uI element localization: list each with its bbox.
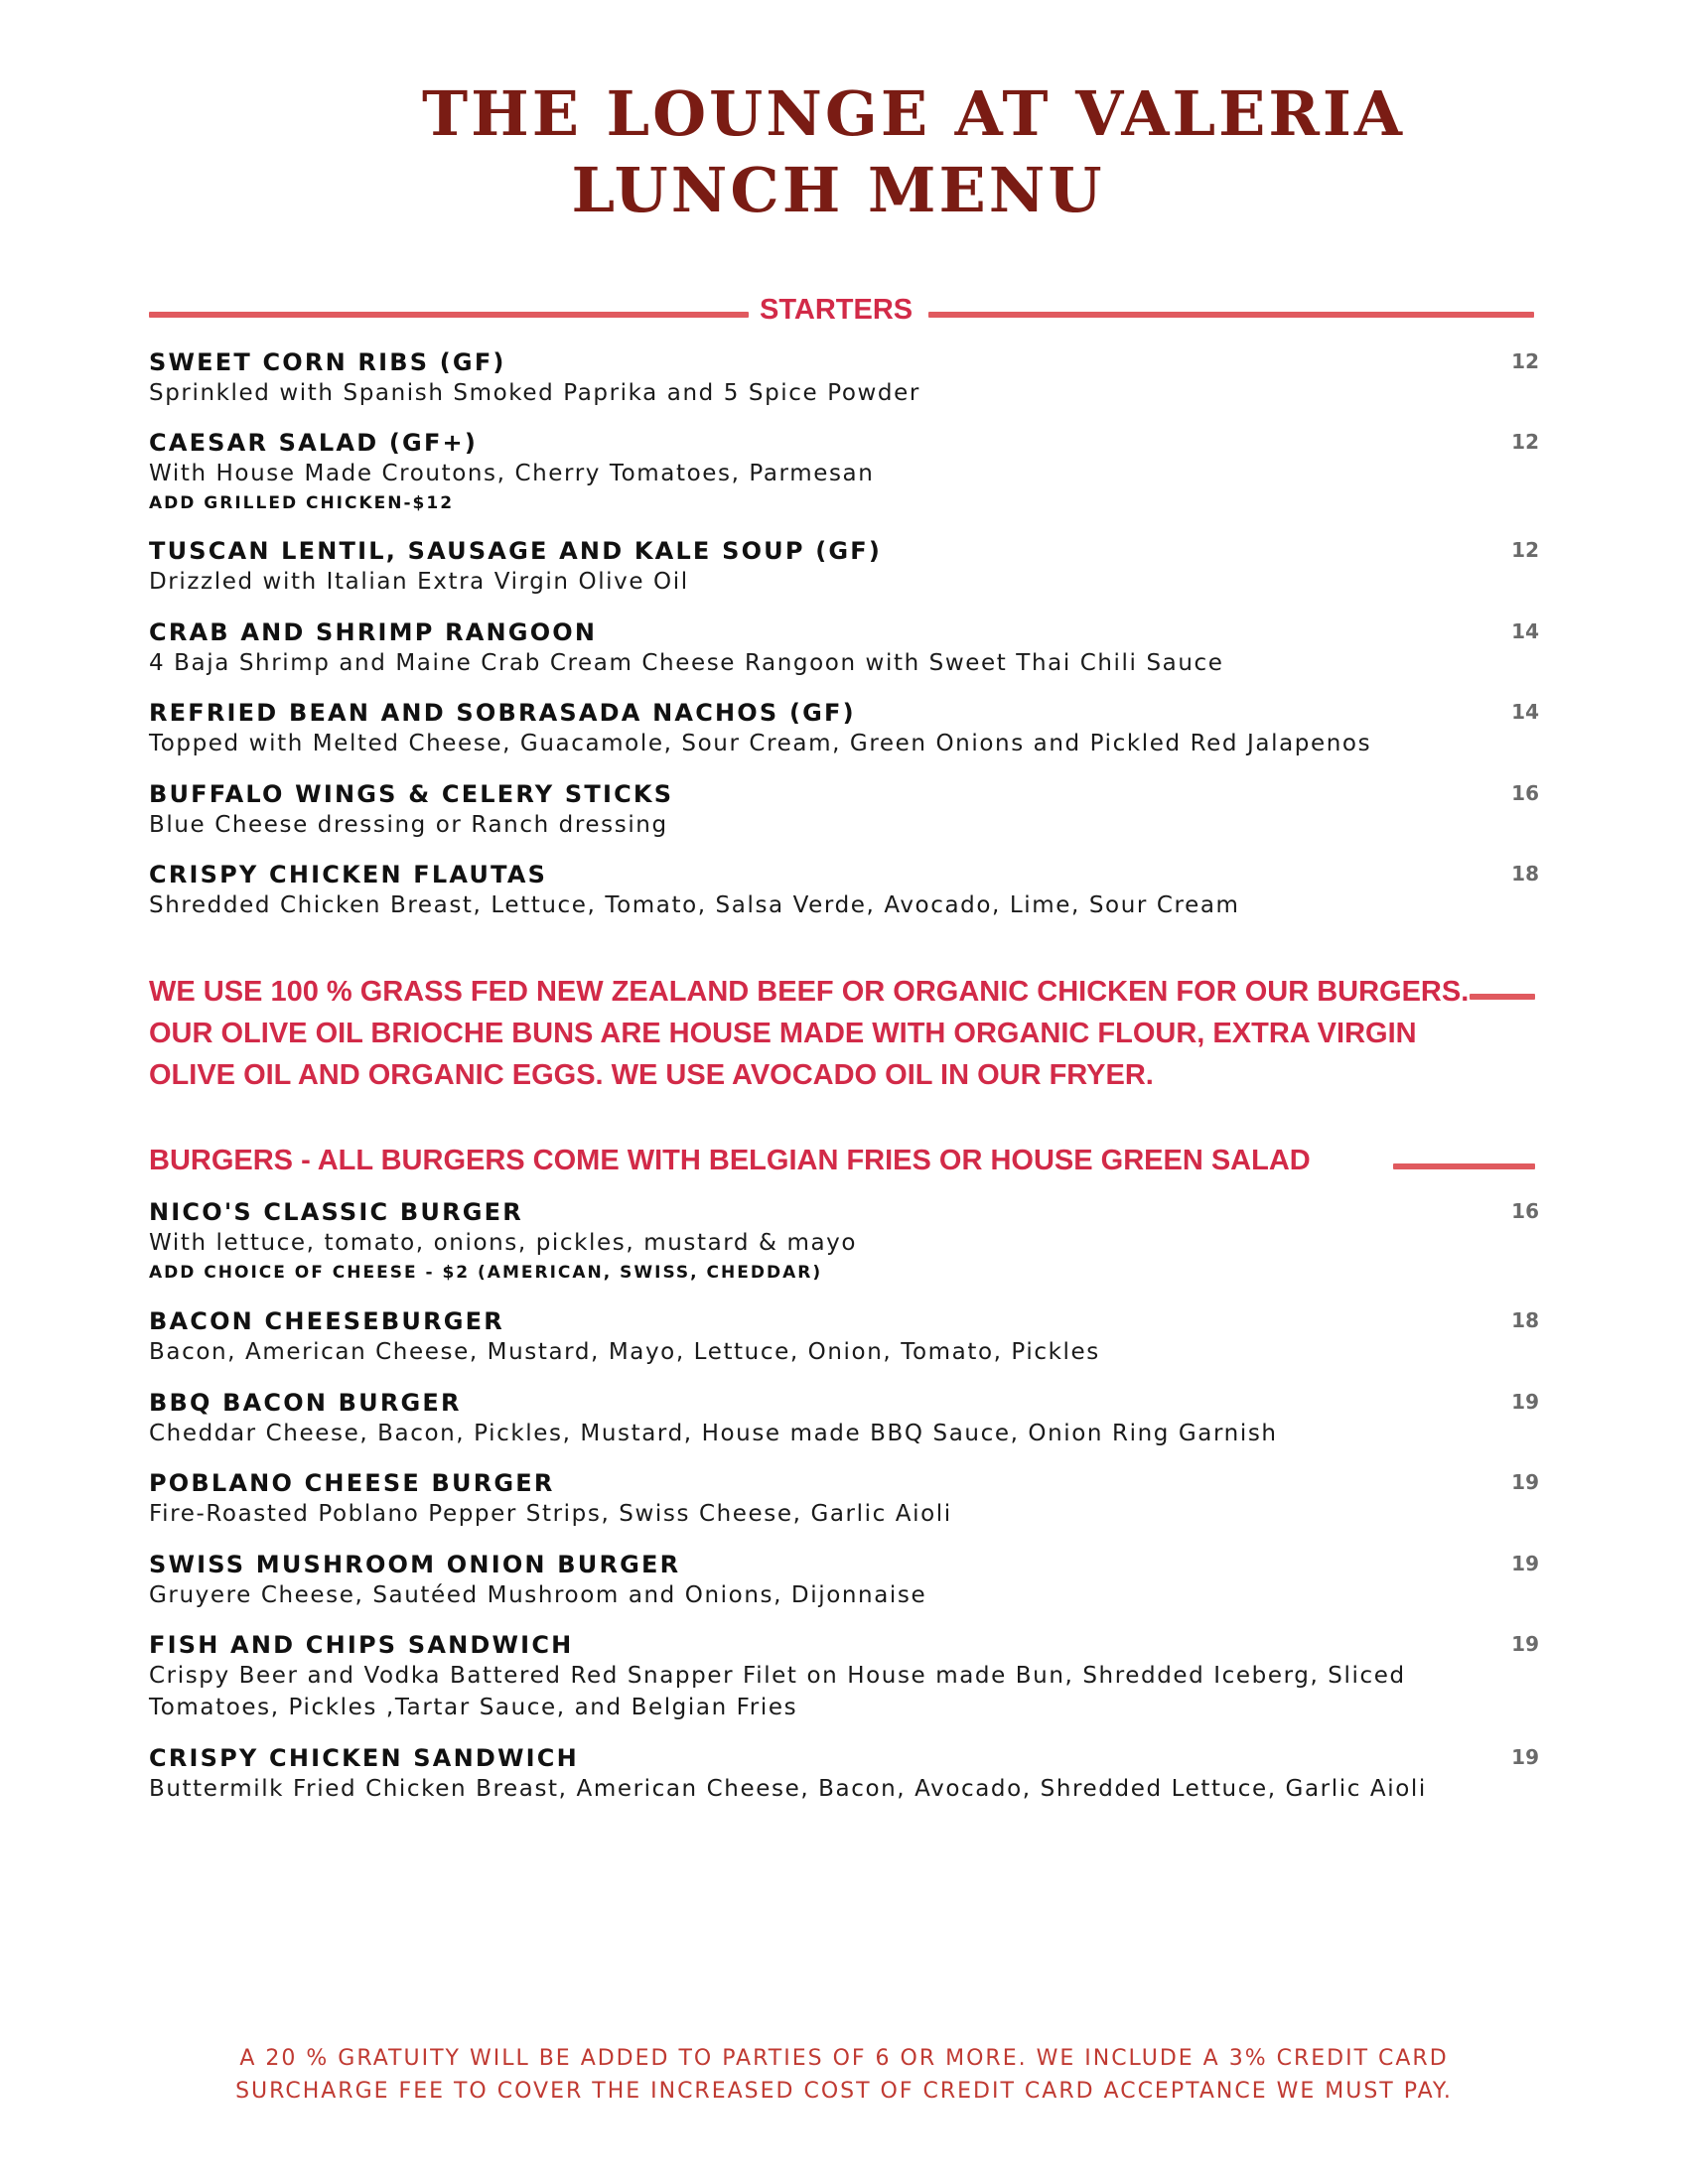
item-name: BBQ BACON BURGER (149, 1389, 462, 1417)
menu-item (149, 1306, 1539, 1368)
item-name: NICO'S CLASSIC BURGER (149, 1198, 523, 1226)
item-addon-note: ADD CHOICE OF CHEESE - $2 (AMERICAN, SWISS, CHEDDAR) (149, 1263, 823, 1283)
menu-item (149, 428, 1539, 517)
item-name: REFRIED BEAN AND SOBRASADA NACHOS (GF) (149, 699, 856, 727)
item-description: Crispy Beer and Vodka Battered Red Snapper Filet on House made Bun, Shredded Iceberg, Sliced Tomatoes, Pickles ,Tartar Sauce, and Belgian Fries (149, 1663, 1406, 1720)
menu-item (149, 779, 1539, 841)
sourcing-notice: WE USE 100 % GRASS FED NEW ZEALAND BEEF OR ORGANIC CHICKEN FOR OUR BURGERS. OUR OLIVE OIL BRIOCHE BUNS ARE HOUSE MADE WITH ORGANIC FLOUR, EXTRA VIRGIN OLIVE OIL AND ORGANIC EGGS. WE USE AVOCADO OIL IN OUR FRYER. (149, 976, 1470, 1091)
item-description: Buttermilk Fried Chicken Breast, American Cheese, Bacon, Avocado, Shredded Lettuce, Garlic Aioli (149, 1776, 1427, 1802)
item-price: 19 (1511, 1632, 1539, 1656)
section-heading-burgers: BURGERS - ALL BURGERS COME WITH BELGIAN FRIES OR HOUSE GREEN SALAD (149, 1145, 1311, 1176)
item-name: POBLANO CHEESE BURGER (149, 1469, 555, 1497)
item-price: 18 (1511, 862, 1539, 886)
item-price: 14 (1511, 619, 1539, 643)
menu-item (149, 1197, 1539, 1287)
item-addon-note: ADD GRILLED CHICKEN-$12 (149, 493, 455, 513)
section-rule-right (928, 312, 1534, 318)
item-price: 16 (1511, 1199, 1539, 1223)
menu-item (149, 1743, 1539, 1805)
item-name: CRISPY CHICKEN SANDWICH (149, 1744, 579, 1772)
item-description: Shredded Chicken Breast, Lettuce, Tomato, Salsa Verde, Avocado, Lime, Sour Cream (149, 892, 1240, 918)
footer-policy (0, 2042, 1688, 2108)
item-name: CRISPY CHICKEN FLAUTAS (149, 861, 548, 888)
restaurant-title: THE LOUNGE AT VALERIA (421, 77, 1405, 150)
footer-line: A 20 % GRATUITY WILL BE ADDED TO PARTIES OF 6 OR MORE. WE INCLUDE A 3% CREDIT CARD (239, 2046, 1449, 2071)
item-name: BACON CHEESEBURGER (149, 1307, 504, 1335)
item-name: SWEET CORN RIBS (GF) (149, 348, 506, 376)
item-price: 16 (1511, 781, 1539, 805)
menu-item (149, 698, 1539, 759)
menu-title: LUNCH MENU (571, 154, 1105, 226)
item-price: 19 (1511, 1552, 1539, 1575)
item-name: BUFFALO WINGS & CELERY STICKS (149, 780, 674, 808)
item-price: 19 (1511, 1745, 1539, 1769)
item-name: CRAB AND SHRIMP RANGOON (149, 618, 598, 646)
item-name: CAESAR SALAD (GF+) (149, 429, 479, 457)
notice-rule (1470, 994, 1535, 1000)
menu-item (149, 536, 1539, 598)
item-price: 19 (1511, 1470, 1539, 1494)
item-description: Blue Cheese dressing or Ranch dressing (149, 812, 668, 838)
item-description: Gruyere Cheese, Sautéed Mushroom and Onions, Dijonnaise (149, 1582, 927, 1608)
item-description: With lettuce, tomato, onions, pickles, mustard & mayo (149, 1230, 858, 1256)
item-price: 12 (1511, 349, 1539, 373)
item-name: FISH AND CHIPS SANDWICH (149, 1631, 574, 1659)
item-price: 12 (1511, 430, 1539, 454)
menu-item (149, 1630, 1539, 1723)
section-rule-left (149, 312, 749, 318)
item-description: Topped with Melted Cheese, Guacamole, Sour Cream, Green Onions and Pickled Red Jalapenos (149, 731, 1372, 756)
item-description: 4 Baja Shrimp and Maine Crab Cream Cheese Rangoon with Sweet Thai Chili Sauce (149, 650, 1224, 676)
item-price: 19 (1511, 1390, 1539, 1414)
menu-item (149, 1550, 1539, 1611)
menu-item (149, 347, 1539, 409)
item-name: SWISS MUSHROOM ONION BURGER (149, 1551, 681, 1578)
menu-item (149, 1388, 1539, 1449)
menu-item (149, 1468, 1539, 1530)
item-description: With House Made Croutons, Cherry Tomatoes, Parmesan (149, 461, 875, 486)
item-description: Sprinkled with Spanish Smoked Paprika and 5 Spice Powder (149, 380, 920, 406)
footer-line: SURCHARGE FEE TO COVER THE INCREASED COST OF CREDIT CARD ACCEPTANCE WE MUST PAY. (235, 2079, 1453, 2104)
item-price: 12 (1511, 538, 1539, 562)
item-price: 14 (1511, 700, 1539, 724)
item-price: 18 (1511, 1308, 1539, 1332)
item-description: Drizzled with Italian Extra Virgin Olive Oil (149, 569, 689, 595)
item-description: Bacon, American Cheese, Mustard, Mayo, Lettuce, Onion, Tomato, Pickles (149, 1339, 1100, 1365)
section-rule-right (1393, 1163, 1535, 1169)
menu-item (149, 860, 1539, 921)
item-description: Cheddar Cheese, Bacon, Pickles, Mustard, House made BBQ Sauce, Onion Ring Garnish (149, 1421, 1278, 1446)
item-name: TUSCAN LENTIL, SAUSAGE AND KALE SOUP (GF) (149, 537, 883, 565)
section-heading-starters: STARTERS (760, 294, 914, 326)
item-description: Fire-Roasted Poblano Pepper Strips, Swiss Cheese, Garlic Aioli (149, 1501, 952, 1527)
menu-item (149, 617, 1539, 679)
